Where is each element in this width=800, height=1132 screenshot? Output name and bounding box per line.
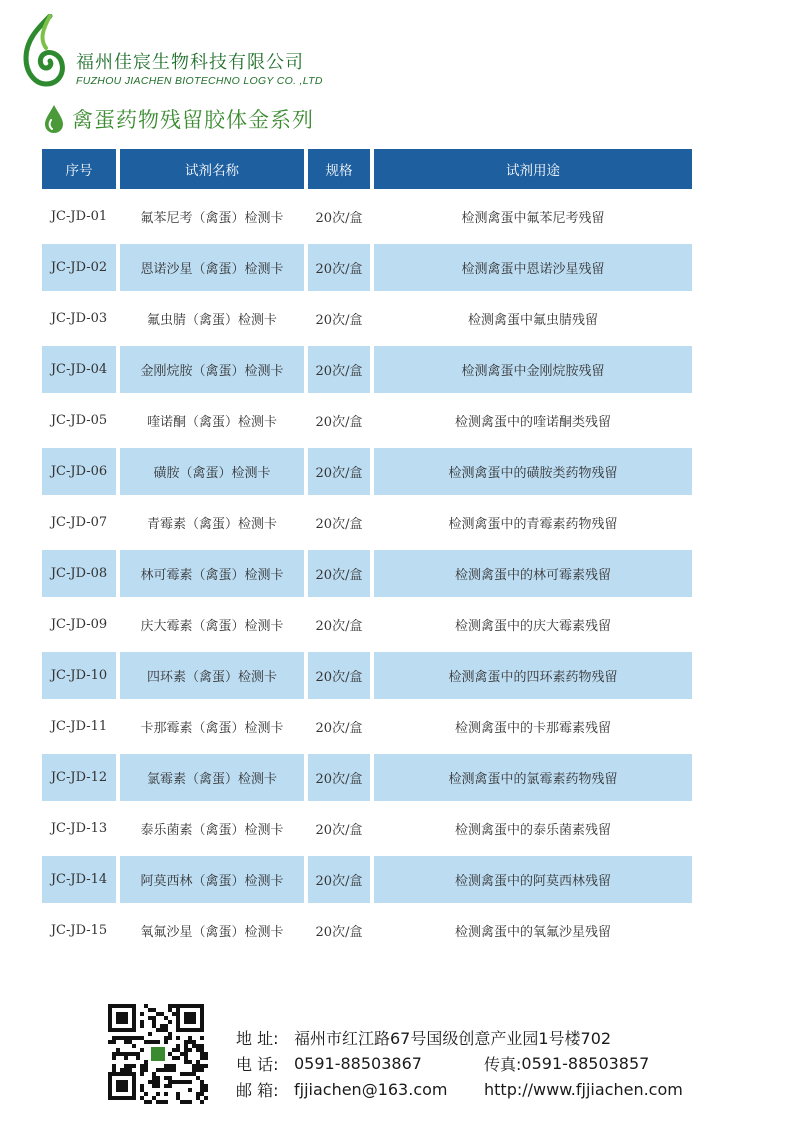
cell-serial: JC-JD-11 <box>42 703 116 754</box>
header-serial: 序号 <box>42 149 116 193</box>
series-title: 禽蛋药物残留胶体金系列 <box>72 108 314 132</box>
company-name <box>76 48 323 87</box>
cell-serial: JC-JD-04 <box>42 346 116 397</box>
cell-spec: 20次/盒 <box>308 703 370 754</box>
phone-label: 电 话: <box>236 1054 279 1074</box>
cell-reagent-name: 泰乐菌素（禽蛋）检测卡 <box>120 805 304 856</box>
table-row <box>42 754 692 805</box>
cell-spec: 20次/盒 <box>308 550 370 601</box>
header-usage: 试剂用途 <box>374 149 692 193</box>
cell-reagent-name: 磺胺（禽蛋）检测卡 <box>120 448 304 499</box>
cell-spec: 20次/盒 <box>308 193 370 244</box>
cell-usage: 检测禽蛋中的林可霉素残留 <box>374 550 692 601</box>
cell-serial: JC-JD-10 <box>42 652 116 703</box>
cell-spec: 20次/盒 <box>308 601 370 652</box>
cell-reagent-name: 喹诺酮（禽蛋）检测卡 <box>120 397 304 448</box>
address-label: 地 址: <box>236 1028 279 1048</box>
address-value: 福州市红江路67号国级创意产业园1号楼702 <box>294 1028 612 1048</box>
cell-spec: 20次/盒 <box>308 907 370 958</box>
table-row <box>42 448 692 499</box>
cell-serial: JC-JD-02 <box>42 244 116 295</box>
header-spec: 规格 <box>308 149 370 193</box>
cell-usage: 检测禽蛋中的卡那霉素残留 <box>374 703 692 754</box>
cell-usage: 检测禽蛋中的四环素药物残留 <box>374 652 692 703</box>
cell-serial: JC-JD-03 <box>42 295 116 346</box>
cell-serial: JC-JD-05 <box>42 397 116 448</box>
cell-spec: 20次/盒 <box>308 244 370 295</box>
cell-reagent-name: 氧氟沙星（禽蛋）检测卡 <box>120 907 304 958</box>
table-row <box>42 652 692 703</box>
cell-spec: 20次/盒 <box>308 805 370 856</box>
cell-reagent-name: 阿莫西林（禽蛋）检测卡 <box>120 856 304 907</box>
table-row <box>42 856 692 907</box>
table-row <box>42 805 692 856</box>
cell-reagent-name: 庆大霉素（禽蛋）检测卡 <box>120 601 304 652</box>
company-logo-icon <box>20 14 68 88</box>
table-row <box>42 907 692 958</box>
table-row <box>42 397 692 448</box>
cell-usage: 检测禽蛋中的泰乐菌素残留 <box>374 805 692 856</box>
table-row <box>42 295 692 346</box>
cell-serial: JC-JD-08 <box>42 550 116 601</box>
email-row <box>236 1076 683 1102</box>
email-label: 邮 箱: <box>236 1080 279 1100</box>
phone-value: 0591-88503867 <box>294 1053 422 1073</box>
cell-spec: 20次/盒 <box>308 856 370 907</box>
cell-spec: 20次/盒 <box>308 346 370 397</box>
website-link[interactable]: http://www.fjjiachen.com <box>484 1079 683 1099</box>
fax-value: 0591-88503857 <box>521 1053 650 1073</box>
cell-serial: JC-JD-01 <box>42 193 116 244</box>
table-row <box>42 601 692 652</box>
cell-spec: 20次/盒 <box>308 652 370 703</box>
cell-serial: JC-JD-13 <box>42 805 116 856</box>
cell-usage: 检测禽蛋中氟虫腈残留 <box>374 295 692 346</box>
cell-usage: 检测禽蛋中的氧氟沙星残留 <box>374 907 692 958</box>
address-row <box>236 1024 683 1050</box>
table-row <box>42 244 692 295</box>
green-drop-icon <box>42 104 66 134</box>
table-row <box>42 193 692 244</box>
cell-spec: 20次/盒 <box>308 448 370 499</box>
fax-label: 传真: <box>484 1054 522 1074</box>
cell-reagent-name: 四环素（禽蛋）检测卡 <box>120 652 304 703</box>
cell-usage: 检测禽蛋中的阿莫西林残留 <box>374 856 692 907</box>
company-name-cn: 福州佳宸生物科技有限公司 <box>76 52 304 73</box>
company-name-en: FUZHOU JIACHEN BIOTECHNO LOGY CO. ,LTD <box>76 75 323 87</box>
cell-usage: 检测禽蛋中的喹诺酮类残留 <box>374 397 692 448</box>
cell-usage: 检测禽蛋中金刚烷胺残留 <box>374 346 692 397</box>
cell-reagent-name: 氟虫腈（禽蛋）检测卡 <box>120 295 304 346</box>
table-row <box>42 550 692 601</box>
cell-usage: 检测禽蛋中的庆大霉素残留 <box>374 601 692 652</box>
header-reagent-name: 试剂名称 <box>120 149 304 193</box>
product-table <box>38 149 696 958</box>
email-value[interactable]: fjjiachen@163.com <box>294 1079 448 1099</box>
cell-serial: JC-JD-15 <box>42 907 116 958</box>
cell-spec: 20次/盒 <box>308 499 370 550</box>
cell-usage: 检测禽蛋中氟苯尼考残留 <box>374 193 692 244</box>
cell-reagent-name: 卡那霉素（禽蛋）检测卡 <box>120 703 304 754</box>
qr-code <box>108 1004 208 1104</box>
cell-spec: 20次/盒 <box>308 295 370 346</box>
cell-serial: JC-JD-12 <box>42 754 116 805</box>
table-row <box>42 346 692 397</box>
cell-reagent-name: 氟苯尼考（禽蛋）检测卡 <box>120 193 304 244</box>
cell-spec: 20次/盒 <box>308 754 370 805</box>
cell-serial: JC-JD-06 <box>42 448 116 499</box>
cell-reagent-name: 青霉素（禽蛋）检测卡 <box>120 499 304 550</box>
cell-serial: JC-JD-14 <box>42 856 116 907</box>
cell-spec: 20次/盒 <box>308 397 370 448</box>
cell-usage: 检测禽蛋中的氯霉素药物残留 <box>374 754 692 805</box>
cell-reagent-name: 金刚烷胺（禽蛋）检测卡 <box>120 346 304 397</box>
cell-serial: JC-JD-09 <box>42 601 116 652</box>
cell-reagent-name: 恩诺沙星（禽蛋）检测卡 <box>120 244 304 295</box>
table-header-row <box>42 149 692 193</box>
cell-usage: 检测禽蛋中的青霉素药物残留 <box>374 499 692 550</box>
cell-reagent-name: 林可霉素（禽蛋）检测卡 <box>120 550 304 601</box>
cell-reagent-name: 氯霉素（禽蛋）检测卡 <box>120 754 304 805</box>
table-row <box>42 703 692 754</box>
cell-usage: 检测禽蛋中恩诺沙星残留 <box>374 244 692 295</box>
series-heading <box>42 104 314 134</box>
cell-serial: JC-JD-07 <box>42 499 116 550</box>
phone-row <box>236 1050 683 1076</box>
contact-info <box>236 1024 683 1102</box>
table-body <box>42 193 692 958</box>
table-row <box>42 499 692 550</box>
cell-usage: 检测禽蛋中的磺胺类药物残留 <box>374 448 692 499</box>
